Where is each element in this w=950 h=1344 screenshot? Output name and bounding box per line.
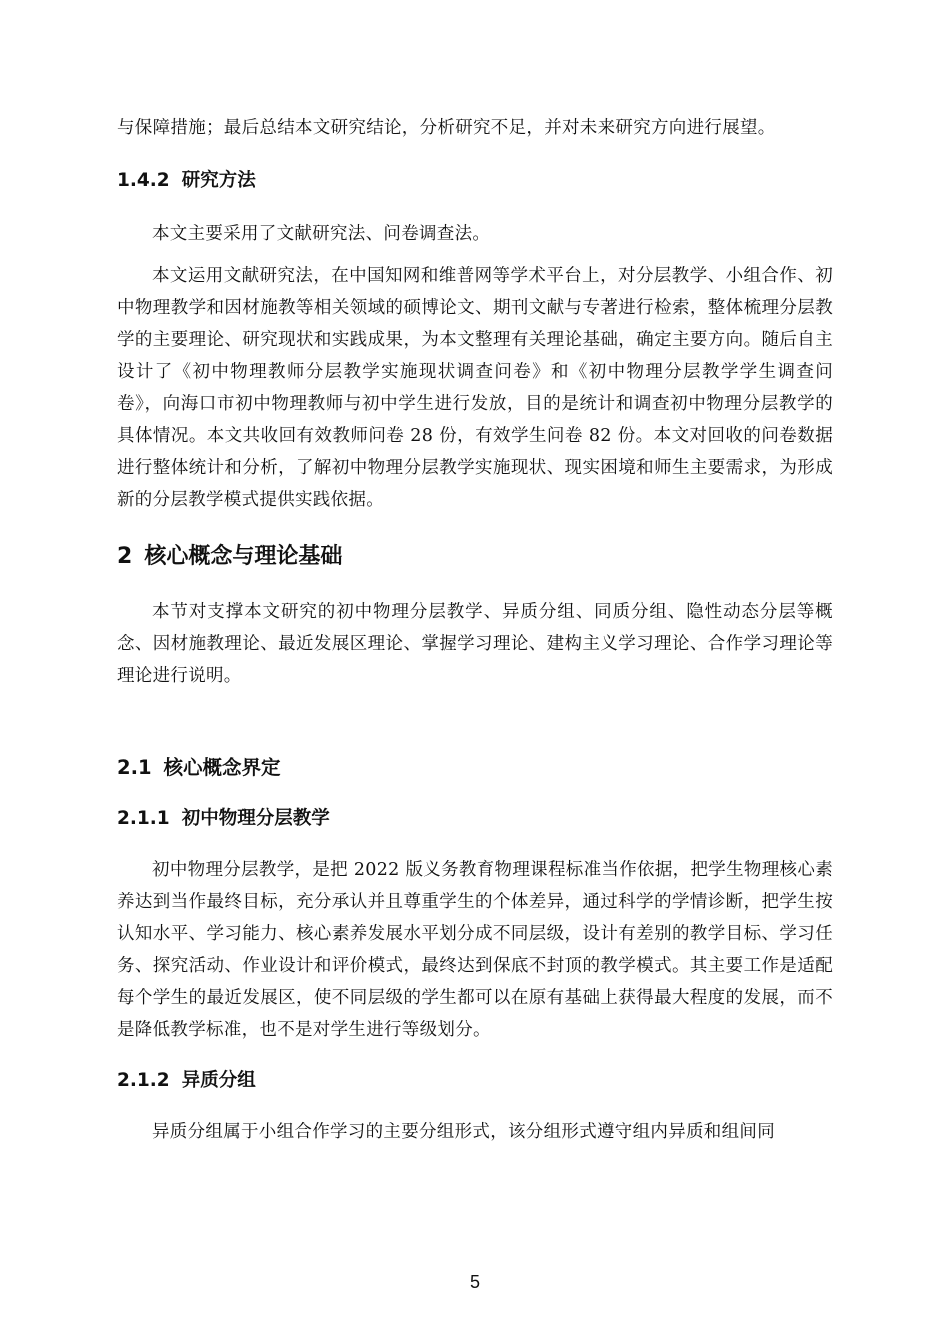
section-number: 2.1.1	[117, 808, 170, 829]
heterogeneous-grouping-paragraph: 异质分组属于小组合作学习的主要分组形式，该分组形式遵守组内异质和组间同	[152, 1122, 775, 1142]
section-heading-2-1-2	[117, 1066, 833, 1096]
section-number: 2.1	[117, 756, 152, 779]
section-number: 2.1.2	[117, 1070, 170, 1091]
methods-paragraph-1: 本文主要采用了文献研究法、问卷调查法。	[152, 224, 491, 244]
section-title: 研究方法	[181, 170, 256, 191]
section-heading-2-1-1	[117, 804, 833, 834]
chapter-intro-paragraph: 本节对支撑本文研究的初中物理分层教学、异质分组、同质分组、隐性动态分层等概念、因材施教理论、最近发展区理论、掌握学习理论、建构主义学习理论、合作学习理论等理论进行说明。	[117, 602, 833, 686]
section-number: 1.4.2	[117, 170, 170, 191]
methods-paragraph-2: 本文运用文献研究法，在中国知网和维普网等学术平台上，对分层教学、小组合作、初中物理教学和因材施教等相关领域的硕博论文、期刊文献与专著进行检索，整体梳理分层教学的主要理论、研究现状和实践成果，为本文整理有关理论基础，确定主要方向。随后自主设计了《初中物理教师分层教学实施现状调查问卷》和《初中物理分层教学学生调查问卷》，向海口市初中物理教师与初中学生进行发放，目的是统计和调查初中物理分层教学的具体情况。本文共收回有效教师问卷 28 份，有效学生问卷 82 份。本文对回收的问卷数据进行整体统计和分析，了解初中物理分层教学实施现状、现实困境和师生主要需求，为形成新的分层教学模式提供实践依据。	[117, 266, 833, 510]
chapter-number: 2	[117, 544, 133, 569]
page-content	[117, 112, 833, 1148]
section-title: 初中物理分层教学	[181, 808, 330, 829]
section-title: 异质分组	[181, 1070, 256, 1091]
layered-teaching-paragraph: 初中物理分层教学，是把 2022 版义务教育物理课程标准当作依据，把学生物理核心素养达到当作最终目标，充分承认并且尊重学生的个体差异，通过科学的学情诊断，把学生按认知水平、学习能力、核心素养发展水平划分成不同层级，设计有差别的教学目标、学习任务、探究活动、作业设计和评价模式，最终达到保底不封顶的教学模式。其主要工作是适配每个学生的最近发展区，使不同层级的学生都可以在原有基础上获得最大程度的发展，而不是降低教学标准，也不是对学生进行等级划分。	[117, 860, 833, 1040]
chapter-title: 核心概念与理论基础	[144, 544, 343, 569]
page-number: 5	[469, 1272, 480, 1292]
section-heading-1-4-2	[117, 166, 833, 196]
section-heading-2-1	[117, 752, 833, 784]
chapter-heading-2	[117, 540, 833, 574]
continuation-paragraph: 与保障措施；最后总结本文研究结论，分析研究不足，并对未来研究方向进行展望。	[117, 118, 776, 138]
section-title: 核心概念界定	[163, 756, 281, 779]
